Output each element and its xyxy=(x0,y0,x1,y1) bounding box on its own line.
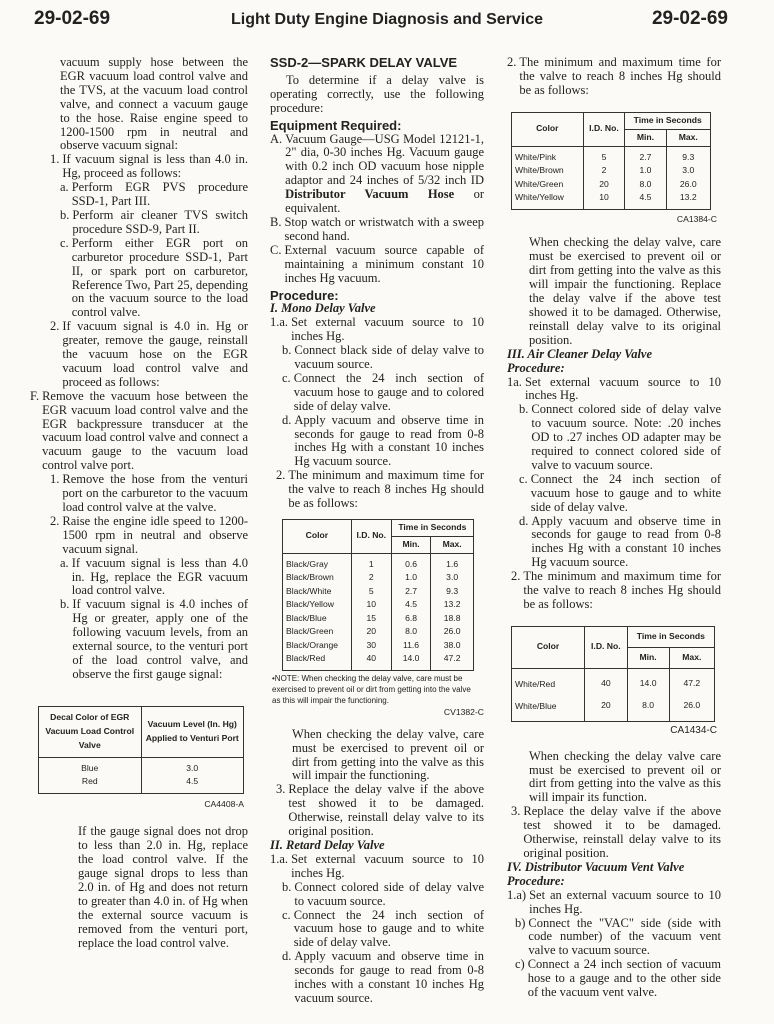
table-cell: Red xyxy=(39,775,142,793)
list-item: a. If vacuum signal is less than 4.0 in. Hg, replace the EGR vacuum load control valve. xyxy=(60,555,248,598)
subsection-title: III. Air Cleaner Delay Valve xyxy=(507,346,653,361)
list-item: b. Connect colored side of delay valve to vacuum source. xyxy=(282,879,484,908)
list-item: F. Remove the vacuum hose between the EGR vacuum load control valve and the EGR backpressure transducer at the vacuum load control valve and connect a vacuum gauge to the vacuum load control valve port. xyxy=(30,388,248,473)
page-title: Light Duty Engine Diagnosis and Service xyxy=(230,11,544,28)
list-item: 3. Replace the delay valve if the above test showed it to be damaged. Otherwise, reinstall delay valve to its original position. xyxy=(511,804,721,860)
table-header: Min. xyxy=(625,129,666,146)
list-item: b) Connect the "VAC" side (side with code number) of the vacuum vent valve to vacuum source. xyxy=(515,915,721,958)
paragraph: To determine if a delay valve is operating correctly, use the following procedure: xyxy=(270,72,484,115)
table-header: Vacuum Level (In. Hg) Applied to Venturi Port xyxy=(141,706,244,757)
table-row: White/Pink 5 2.7 9.3 xyxy=(512,146,711,164)
air-cleaner-table-1 xyxy=(511,112,721,227)
table-header: Min. xyxy=(627,647,669,668)
table-header: Time in Seconds xyxy=(625,112,711,129)
table-row: White/Brown 2 1.0 3.0 xyxy=(512,164,711,178)
procedure-heading: Procedure: xyxy=(270,287,339,303)
list-item: 1.a. Set external vacuum source to 10 inches Hg. xyxy=(270,315,484,344)
table-row: Black/Brown 2 1.0 3.0 xyxy=(283,571,474,585)
paragraph: vacuum supply hose between the EGR vacuum load control valve and the TVS, at the vacuum load control valve, and connect a vacuum gauge to the hose. Raise engine speed to 1200-1500 rpm in neutral and observe vacuum signal: xyxy=(60,55,248,153)
list-item: A. Vacuum Gauge—USG Model 12121-1, 2" dia, 0-30 inches Hg. Vacuum gauge with 0.2 inch OD vacuum hose nipple adaptor and 24 inches of 5/32 inch ID Distributor Vacuum Hose or equivalent. xyxy=(270,131,484,216)
table-header: Min. xyxy=(391,536,431,553)
table-header: Color xyxy=(512,112,584,146)
table-cell: 3.0 xyxy=(141,757,244,775)
list-item: d. Apply vacuum and observe time in seconds for gauge to read from 0-8 inches Hg with a constant 10 inches Hg vacuum source. xyxy=(282,412,484,469)
paragraph: When checking the delay valve, care must be exercised to prevent oil or dirt from getting into the valve as this will impair the functioning. Replace the delay valve if the above test showed it to be damaged. Otherwise, reinstall delay valve to its original position. xyxy=(529,235,721,347)
table-note: •NOTE: When checking the delay valve, care must be exercised to prevent oil or dirt from getting into the valve as this will impair the functioning. xyxy=(272,673,471,705)
subsection-title: I. Mono Delay Valve xyxy=(270,301,376,316)
table-row: Black/Gray 1 0.6 1.6 xyxy=(283,553,474,571)
table-header: I.D. No. xyxy=(585,626,628,668)
page-header xyxy=(0,8,774,36)
list-item: 3. Replace the delay valve if the above test showed it to be damaged. Otherwise, reinstall delay valve to its original position. xyxy=(276,782,484,839)
subsection-title: II. Retard Delay Valve xyxy=(270,837,385,852)
list-item: b. Connect black side of delay valve to vacuum source. xyxy=(282,343,484,372)
table-header: I.D. No. xyxy=(583,112,625,146)
list-item: C. External vacuum source capable of maintaining a minimum constant 10 inches Hg vacuum. xyxy=(270,242,484,285)
table-row: Black/Yellow 10 4.5 13.2 xyxy=(283,598,474,612)
table-row: Black/Green 20 8.0 26.0 xyxy=(283,625,474,639)
table-row: Black/Blue 15 6.8 18.8 xyxy=(283,612,474,626)
list-item: b. Perform air cleaner TVS switch procedure SSD-9, Part II. xyxy=(60,207,248,236)
table-cell: 4.5 xyxy=(141,775,244,793)
figure-caption: CV1382-C xyxy=(443,706,484,717)
list-item: 2. Raise the engine idle speed to 1200-1500 rpm in neutral and observe vacuum signal. xyxy=(50,513,248,556)
table-header: Max. xyxy=(669,647,714,668)
page-number-left: 29-02-69 xyxy=(34,8,111,29)
procedure-label: Procedure: xyxy=(507,360,565,375)
list-item: a. Perform EGR PVS procedure SSD-1, Part III. xyxy=(60,180,248,209)
list-item: 1.a. Set external vacuum source to 10 inches Hg. xyxy=(270,851,484,880)
list-item: 2. The minimum and maximum time for the valve to reach 8 inches Hg should be as follows: xyxy=(276,468,484,511)
list-item: d. Apply vacuum and observe time in seconds for gauge to read from 0-8 inches Hg with a constant 10 inches Hg vacuum source. xyxy=(519,513,721,570)
page-number-right: 29-02-69 xyxy=(651,8,728,29)
table-row: White/Green 20 8.0 26.0 xyxy=(512,178,711,192)
paragraph: When checking the delay valve care must be exercised to prevent oil or dirt from getting into the valve as this will impair its function. xyxy=(529,748,721,805)
air-cleaner-table-2 xyxy=(511,626,721,738)
column-middle xyxy=(270,56,484,1006)
list-item: 2. If vacuum signal is 4.0 in. Hg or greater, remove the gauge, reinstall the vacuum hose on the EGR vacuum load control valve and proceed as follows: xyxy=(50,319,248,389)
paragraph: When checking the delay valve, care must be exercised to prevent oil or dirt from getting into the valve as this will impair the functioning. xyxy=(292,726,484,783)
table-row: White/Yellow 10 4.5 13.2 xyxy=(512,191,711,209)
table-header: Color xyxy=(283,520,352,554)
equipment-heading: Equipment Required: xyxy=(270,117,402,133)
list-item: b. If vacuum signal is 4.0 inches of Hg or greater, apply one of the following vacuum levels, from an external source, to the venturi port of the load control valve, and observe the first gauge signal: xyxy=(60,597,248,681)
list-item: 2. The minimum and maximum time for the valve to reach 8 inches Hg should be as follows: xyxy=(507,55,721,97)
list-item: b. Connect colored side of delay valve to vacuum source. Note: .20 inches OD to .27 inches OD adapter may be required to connect colored side of valve to vacuum source. xyxy=(519,402,721,472)
table-header: Max. xyxy=(666,129,710,146)
table-header: Color xyxy=(512,626,585,668)
table-row: Black/Red 40 14.0 47.2 xyxy=(283,652,474,670)
table-row: Black/Orange 30 11.6 38.0 xyxy=(283,639,474,653)
paragraph: If the gauge signal does not drop to less than 2.0 in. Hg, replace the load control valve. If the gauge signal drops to less than 2.0 in. of Hg and does not return to greater than 4.0 in. of Hg when the external source vacuum is removed from the venturi port, replace the load control valve. xyxy=(78,824,248,950)
subsection-title: IV. Distributor Vacuum Vent Valve xyxy=(507,859,685,874)
table-row: Black/White 5 2.7 9.3 xyxy=(283,585,474,599)
table-header: Time in Seconds xyxy=(391,520,473,537)
mono-delay-table xyxy=(272,519,484,720)
list-item: c. Connect the 24 inch section of vacuum hose to gauge and to white side of delay valve. xyxy=(519,471,721,514)
table-header: I.D. No. xyxy=(351,520,391,554)
list-item: B. Stop watch or wristwatch with a sweep second hand. xyxy=(270,214,484,243)
table-header: Time in Seconds xyxy=(627,626,714,647)
figure-caption: CA4408-A xyxy=(204,798,244,809)
vacuum-level-table xyxy=(38,706,248,812)
column-left xyxy=(30,55,248,951)
list-item: 2. The minimum and maximum time for the valve to reach 8 inches Hg should be as follows: xyxy=(511,569,721,611)
list-item: d. Apply vacuum and observe time in seconds for gauge to read from 0-8 inches with a constant 10 inches Hg vacuum source. xyxy=(282,949,484,1005)
table-header: Decal Color of EGR Vacuum Load Control Valve xyxy=(39,706,142,757)
list-item: 1. If vacuum signal is less than 4.0 in. Hg, proceed as follows: xyxy=(50,152,248,181)
list-item: 1. Remove the hose from the venturi port on the carburetor to the vacuum load control valve at the valve. xyxy=(50,472,248,514)
list-item: c) Connect a 24 inch section of vacuum hose to a gauge and to the other side of the vacuum vent valve. xyxy=(515,957,721,1000)
column-right xyxy=(507,56,721,1000)
list-item: c. Connect the 24 inch section of vacuum hose to gauge and to colored side of delay valve. xyxy=(282,370,484,413)
procedure-label: Procedure: xyxy=(507,873,565,888)
table-header: Max. xyxy=(431,536,474,553)
list-item: c. Perform either EGR port on carburetor procedure SSD-1, Part II, or spark port on carburetor, Reference Two, Part 25, depending on the vacuum source to the load control valve. xyxy=(60,235,248,320)
table-row: White/Red 40 14.0 47.2 xyxy=(512,668,715,695)
section-title: SSD-2—SPARK DELAY VALVE xyxy=(270,55,458,70)
list-item: 1a. Set external vacuum source to 10 inches Hg. xyxy=(507,374,721,403)
list-item: c. Connect the 24 inch section of vacuum hose to gauge and to white side of delay valve. xyxy=(282,907,484,950)
figure-caption: CA1434-C xyxy=(670,724,717,736)
table-row: White/Blue 20 8.0 26.0 xyxy=(512,695,715,722)
table-cell: Blue xyxy=(39,757,142,775)
figure-caption: CA1384-C xyxy=(676,213,717,224)
list-item: 1.a) Set an external vacuum source to 10 inches Hg. xyxy=(507,887,721,916)
